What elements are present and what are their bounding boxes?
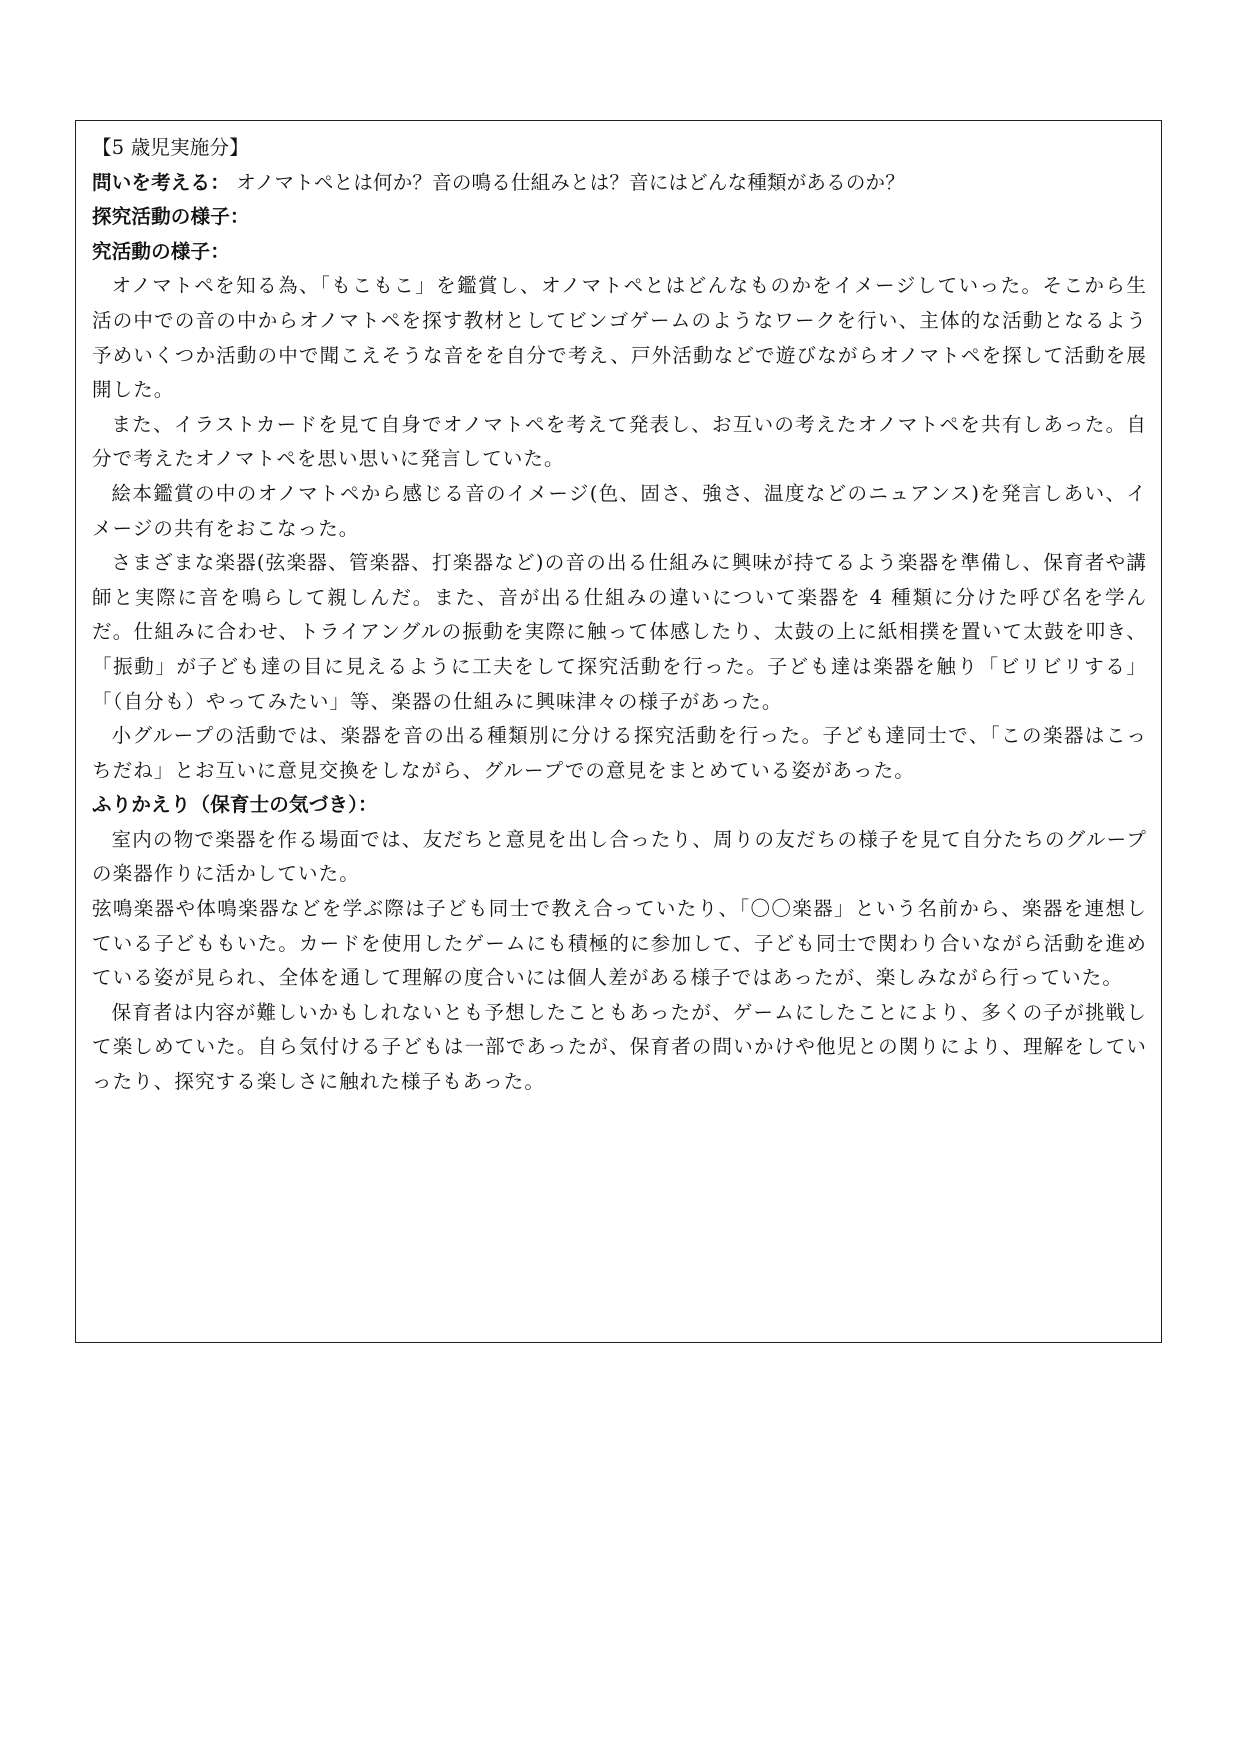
inquiry-paragraph: オノマトペを知る為、「もこもこ」を鑑賞し、オノマトペとはどんなものかをイメージしていった。そこから生活の中での音の中からオノマトペを探す教材としてビンゴゲームのようなワークを行い、主体的な活動となるよう予めいくつか活動の中で聞こえそうな音をを自分で考え、戸外活動などで遊びながらオノマトペを探して活動を展開した。 [92, 274, 1147, 402]
question-text: オノマトペとは何か？音の鳴る仕組みとは？音にはどんな種類があるのか？ [229, 170, 905, 194]
reflection-paragraph: 室内の物で楽器を作る場面では、友だちと意見を出し合ったり、周りの友だちの様子を見て自分たちのグループの楽器作りに活かしていた。 [92, 827, 1147, 886]
reflection-paragraph: 弦鳴楽器や体鳴楽器などを学ぶ際は子ども同士で教え合っていたり、「〇〇楽器」という名前から、楽器を連想している子どももいた。カードを使用したゲームにも積極的に参加して、子ども同士で関わり合いながら活動を進めている姿が見られ、全体を通して理解の度合いには個人差がある様子ではあったが、楽しみながら行っていた。 [92, 897, 1147, 990]
inquiry-heading: 探究活動の様子： [92, 205, 250, 229]
report-box [75, 120, 1162, 1343]
reflection-paragraph: 保育者は内容が難しいかもしれないとも予想したこともあったが、ゲームにしたことにより、多くの子が挑戦して楽しめていた。自ら気付ける子どもは一部であったが、保育者の問いかけや他児との関りにより、理解をしていったり、探究する楽しさに触れた様子もあった。 [92, 1000, 1147, 1094]
question-label: 問いを考える： [92, 170, 230, 194]
reflection-heading: ふりかえり（保育士の気づき）： [92, 793, 378, 817]
inquiry-paragraph: さまざまな楽器(弦楽器、管楽器、打楽器など)の音の出る仕組みに興味が持てるよう楽器を準備し、保育者や講師と実際に音を鳴らして親しんだ。また、音が出る仕組みの違いについて楽器を 4 種類に分けた呼び名を学んだ。仕組みに合わせ、トライアングルの振動を実際に触って体感したり、太鼓の上に紙相撲を置いて太鼓を叩き、「振動」が子ども達の目に見えるように工夫をして探究活動を行った。子ども達は楽器を触り「ビリビリする」「（自分も）やってみたい」等、楽器の仕組みに興味津々の様子があった。 [92, 551, 1147, 713]
question-line [92, 166, 1147, 201]
section-title: 【5 歳児実施分】 [92, 136, 249, 159]
inquiry-paragraph: また、イラストカードを見て自身でオノマトペを考えて発表し、お互いの考えたオノマトペを共有しあった。自分で考えたオノマトペを思い思いに発言していた。 [92, 412, 1147, 471]
inquiry-heading-duplicate: 究活動の様子： [92, 239, 230, 263]
inquiry-paragraph: 小グループの活動では、楽器を音の出る種類別に分ける探究活動を行った。子ども達同士で、「この楽器はこっちだね」とお互いに意見交換をしながら、グループでの意見をまとめている姿があった。 [92, 724, 1147, 782]
inquiry-paragraph: 絵本鑑賞の中のオノマトペから感じる音のイメージ(色、固さ、強さ、温度などのニュアンス)を発言しあい、イメージの共有をおこなった。 [92, 481, 1147, 540]
